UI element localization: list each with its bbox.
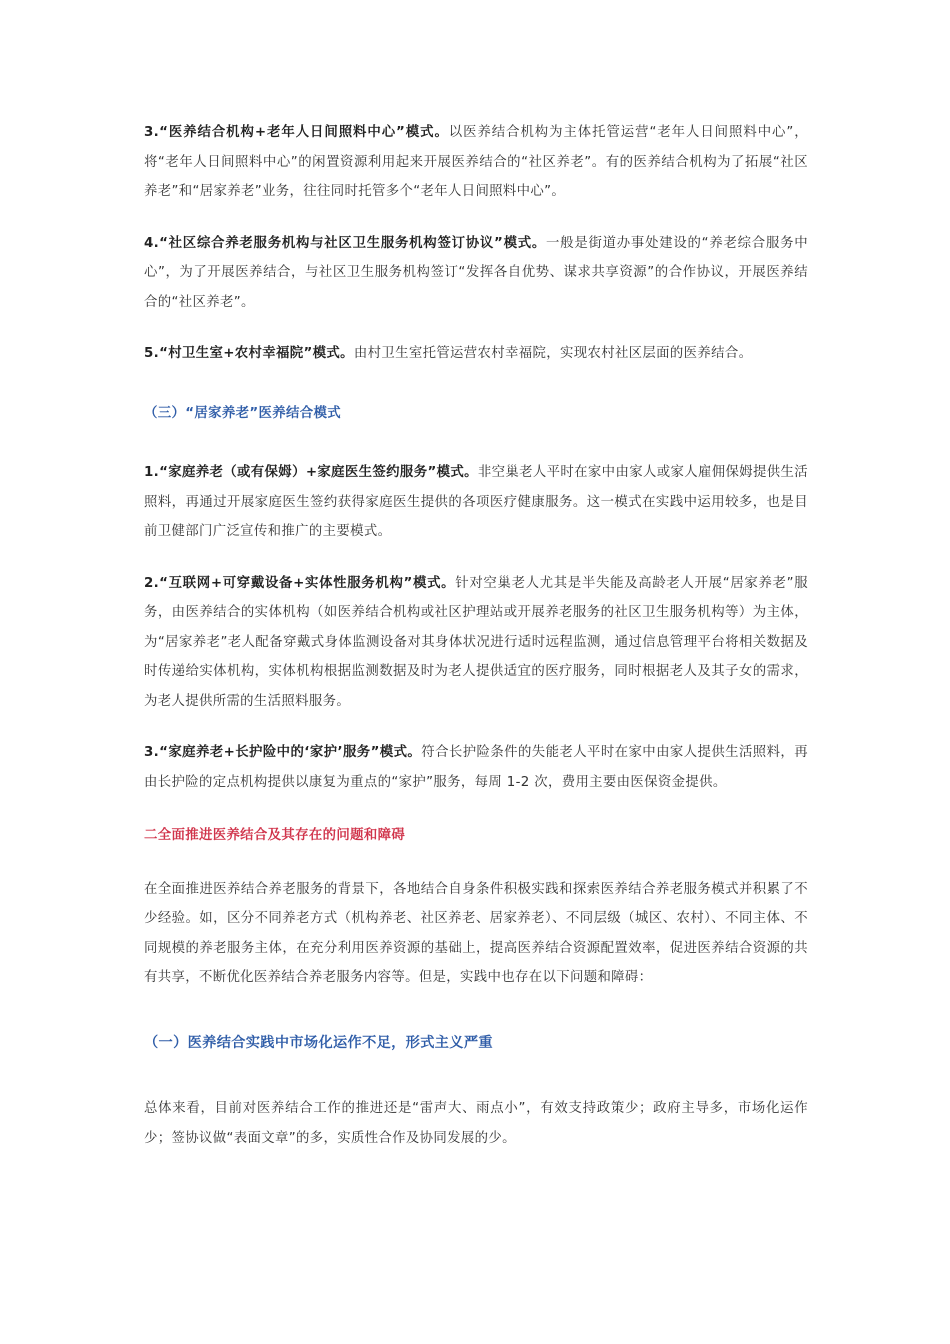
paragraph-lead: 5.“村卫生室+农村幸福院”模式。	[144, 346, 354, 361]
paragraph-mode-3-community	[144, 118, 808, 207]
paragraph-lead: 2.“互联网+可穿戴设备+实体性服务机构”模式。	[144, 575, 456, 591]
section-heading-market-issues: （一）医养结合实践中市场化运作不足，形式主义严重	[144, 1034, 493, 1051]
paragraph-text: 由村卫生室托管运营农村幸福院，实现农村社区层面的医养结合。	[353, 346, 753, 361]
paragraph-lead: 3.“医养结合机构+老年人日间照料中心”模式。	[144, 125, 449, 140]
paragraph-problems-intro: 在全面推进医养结合养老服务的背景下，各地结合自身条件积极实践和探索医养结合养老服务模式并积累了不少经验。如，区分不同养老方式（机构养老、社区养老、居家养老）、不同层级（城区、农村）、不同主体、不同规模的养老服务主体，在充分利用医养资源的基础上，提高医养结合资源配置效率，促进医养结合资源的共有共享，不断优化医养结合养老服务内容等。但是，实践中也存在以下问题和障碍：	[144, 881, 808, 985]
paragraph-mode-1-home	[144, 458, 808, 547]
paragraph-text: 一般是街道办事处建设的“养老综合服务中心”，为了开展医养结合，与社区卫生服务机构签订“发挥各自优势、谋求共享资源”的合作协议，开展医养结合的“社区养老”。	[144, 235, 808, 310]
paragraph-lead: 1.“家庭养老（或有保姆）+家庭医生签约服务”模式。	[144, 465, 478, 480]
paragraph-text: 以医养结合机构为主体托管运营“老年人日间照料中心”，将“老年人日间照料中心”的闲置资源利用起来开展医养结合的“社区养老”。有的医养结合机构为了拓展“社区养老”和“居家养老”业务，往往同时托管多个“老年人日间照料中心”。	[144, 125, 808, 199]
paragraph-lead: 4.“社区综合养老服务机构与社区卫生服务机构签订协议”模式。	[144, 235, 547, 251]
paragraph-market-issues: 总体来看，目前对医养结合工作的推进还是“雷声大、雨点小”，有效支持政策少；政府主导多，市场化运作少；签协议做“表面文章”的多，实质性合作及协同发展的少。	[144, 1101, 808, 1146]
document-body	[144, 118, 808, 1153]
paragraph-text: 针对空巢老人尤其是半失能及高龄老人开展“居家养老”服务，由医养结合的实体机构（如医养结合机构或社区护理站或开展养老服务的社区卫生服务机构等）为主体，为“居家养老”老人配备穿戴式身体监测设备对其身体状况进行适时远程监测，通过信息管理平台将相关数据及时传递给实体机构，实体机构根据监测数据及时为老人提供适宜的医疗服务，同时根据老人及其子女的需求，为老人提供所需的生活照料服务。	[144, 575, 808, 709]
paragraph-lead: 3.“家庭养老+长护险中的‘家护’服务”模式。	[144, 745, 422, 760]
paragraph-text: 符合长护险条件的失能老人平时在家中由家人提供生活照料，再由长护险的定点机构提供以康复为重点的“家护”服务，每周 1-2 次，费用主要由医保资金提供。	[144, 745, 808, 790]
paragraph-mode-2-home	[144, 569, 808, 717]
paragraph-text: 非空巢老人平时在家中由家人或家人雇佣保姆提供生活照料，再通过开展家庭医生签约获得家庭医生提供的各项医疗健康服务。这一模式在实践中运用较多，也是目前卫健部门广泛宣传和推广的主要模式。	[144, 465, 809, 539]
section-heading-home-care: （三）“居家养老”医养结合模式	[144, 405, 341, 421]
paragraph-mode-4-community	[144, 229, 808, 318]
section-heading-problems: 二全面推进医养结合及其存在的问题和障碍	[144, 828, 406, 843]
paragraph-mode-3-home	[144, 738, 808, 797]
paragraph-mode-5-community	[144, 339, 808, 369]
